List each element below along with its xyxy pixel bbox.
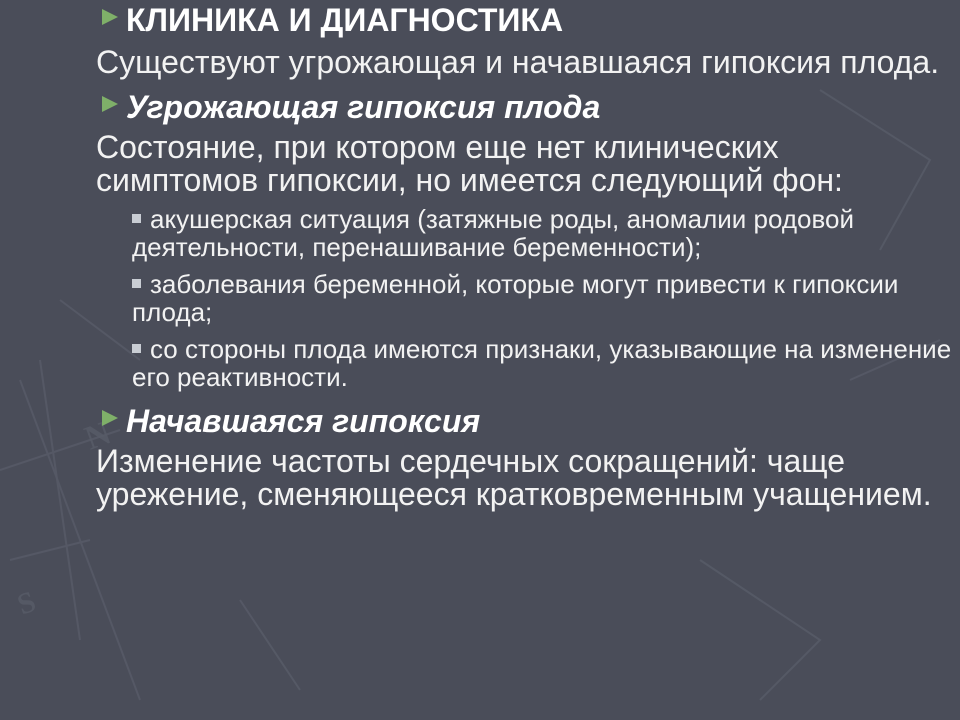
section-text: Изменение частоты сердечных сокращений: чаще урежение, сменяющееся кратковременным учащением. xyxy=(96,443,932,512)
section-heading xyxy=(96,403,946,439)
section-heading-text: Начавшаяся гипоксия xyxy=(126,403,481,439)
list-item xyxy=(132,335,952,391)
slide-content xyxy=(96,0,952,512)
section-heading-text: Угрожающая гипоксия плода xyxy=(126,89,601,125)
list-item-text: акушерская ситуация (затяжные роды, аномалии родовой деятельности, перенашивание беременности); xyxy=(132,204,854,262)
square-bullet-icon xyxy=(132,279,141,288)
section-text: Существуют угрожающая и начавшаяся гипоксия плода. xyxy=(96,44,940,80)
square-bullet-icon xyxy=(132,344,141,353)
square-bullet-icon xyxy=(132,214,141,223)
triangle-bullet-icon xyxy=(102,9,118,25)
svg-text:N: N xyxy=(80,414,116,458)
triangle-bullet-icon xyxy=(102,410,118,426)
list-item-text: со стороны плода имеются признаки, указывающие на изменение его реактивности. xyxy=(132,334,952,392)
svg-text:S: S xyxy=(13,584,41,622)
section-text: Состояние, при котором еще нет клинических симптомов гипоксии, но имеется следующий фон: xyxy=(96,129,843,198)
section-heading xyxy=(96,89,946,125)
list-item xyxy=(132,205,952,261)
section-heading-text: КЛИНИКА И ДИАГНОСТИКА xyxy=(126,2,564,38)
list-item xyxy=(132,270,952,326)
triangle-bullet-icon xyxy=(102,96,118,112)
list-item-text: заболевания беременной, которые могут привести к гипоксии плода; xyxy=(132,269,899,327)
section-heading xyxy=(96,2,946,38)
